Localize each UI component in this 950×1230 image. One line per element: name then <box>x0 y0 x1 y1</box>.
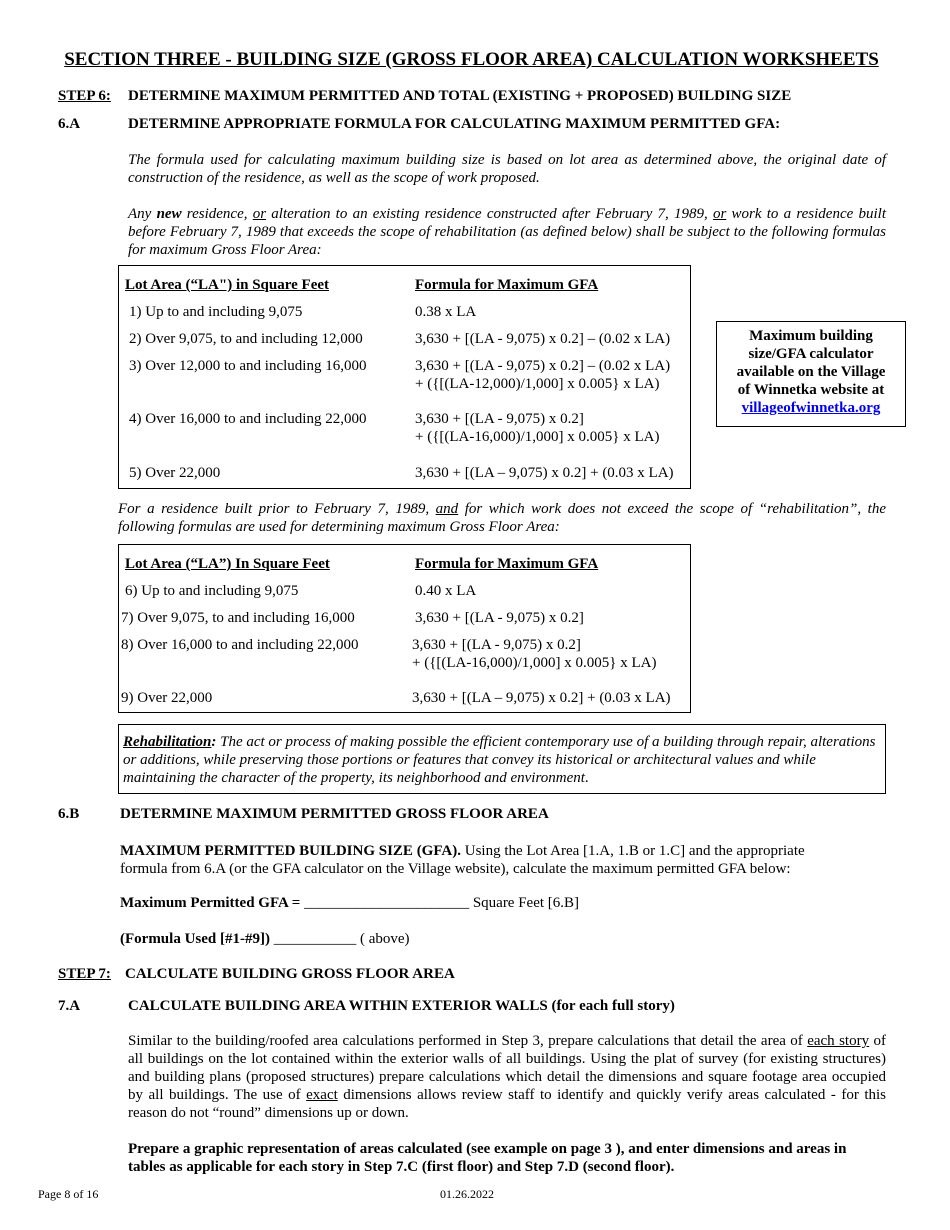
gfa-formula-table-post-1989 <box>118 265 691 489</box>
table2-row-area: 9) Over 22,000 <box>121 690 213 706</box>
pre1989-text-2: for which work does not exceed the scope of “rehabilitation”, the following formulas are used for determining maximum Gross Floor Area: <box>118 501 886 535</box>
scope-new-emphasis: new <box>156 206 182 222</box>
s6b-instructions <box>120 842 840 878</box>
max-gfa-input[interactable]: ______________________ <box>304 895 470 911</box>
table2-row-area: 8) Over 16,000 to and including 22,000 <box>121 637 359 653</box>
step7-label <box>58 966 111 983</box>
s6a-intro-paragraph: The formula used for calculating maximum building size is based on lot area as determined above, the original date of construction of the residence, as well as the scope of work proposed. <box>128 152 886 186</box>
table2-header-formula: Formula for Maximum GFA <box>415 556 599 572</box>
scope-or-2: or <box>712 206 727 222</box>
gfa-calculator-callout <box>716 321 906 427</box>
max-gfa-unit: Square Feet [6.B] <box>469 895 580 911</box>
scope-text-1: Any <box>128 206 157 222</box>
village-website-link[interactable]: villageofwinnetka.org <box>741 400 881 416</box>
rehabilitation-colon: : <box>211 734 217 750</box>
rehabilitation-definition <box>123 733 881 787</box>
pre1989-and-emphasis: and <box>435 501 459 517</box>
table1-header-area: Lot Area (“LA") in Square Feet <box>125 277 330 293</box>
step7-title: CALCULATE BUILDING GROSS FLOOR AREA <box>125 966 455 982</box>
table1-row-formula: 3,630 + [(LA - 9,075) x 0.2] – (0.02 x LA) <box>415 358 671 374</box>
rehabilitation-definition-box <box>118 724 886 794</box>
table1-row-formula-cont: + ({[(LA-12,000)/1,000] x 0.005} x LA) <box>415 376 660 392</box>
callout-line: of Winnetka website at <box>737 382 885 398</box>
rehabilitation-period: . <box>584 770 589 786</box>
table1-row-area: 1) Up to and including 9,075 <box>129 304 303 320</box>
table2-row-formula: 3,630 + [(LA - 9,075) x 0.2] <box>412 637 581 653</box>
s7a-instructions <box>128 1032 886 1122</box>
formula-used-line <box>120 931 410 948</box>
scope-text-2: residence, <box>181 206 253 222</box>
table1-row-formula: 0.38 x LA <box>415 304 477 320</box>
table2-row-formula-cont: + ({[(LA-16,000)/1,000] x 0.005} x LA) <box>412 655 657 671</box>
callout-line: size/GFA calculator <box>748 346 874 362</box>
table2-row-area: 6) Up to and including 9,075 <box>125 583 299 599</box>
table1-row-area: 5) Over 22,000 <box>129 465 221 481</box>
s7a-each-story: each story <box>807 1033 870 1049</box>
page-number: Page 8 of 16 <box>38 1187 99 1201</box>
s7a-text-2: of all buildings on the lot contained within the exterior walls of all buildings. Using the plat of survey (for existing structures) and building plans (proposed structures) prepare calculations which detail the dimensions and square footage area occupied by all buildings. The use of <box>128 1033 886 1103</box>
s6a-title: DETERMINE APPROPRIATE FORMULA FOR CALCULATING MAXIMUM PERMITTED GFA: <box>128 116 781 132</box>
table2-row-formula: 3,630 + [(LA – 9,075) x 0.2] + (0.03 x LA) <box>412 690 671 706</box>
table1-header-formula: Formula for Maximum GFA <box>415 277 599 293</box>
s7a-text-3: dimensions allows review staff to identify and quickly verify areas calculated - for this reason do not “round” dimensions up or down. <box>128 1087 886 1121</box>
scope-text-4: work to a residence built before February 7, 1989 that exceeds the scope of rehabilitation (as defined below) shall be subject to the following formulas for maximum Gross Floor Area: <box>128 206 887 258</box>
pre-1989-paragraph <box>118 500 886 536</box>
section-title: SECTION THREE - BUILDING SIZE (GROSS FLOOR AREA) CALCULATION WORKSHEETS <box>64 49 879 70</box>
table1-row-area: 4) Over 16,000 to and including 22,000 <box>129 411 367 427</box>
revision-date: 01.26.2022 <box>440 1187 494 1201</box>
rehabilitation-text: The act or process of making possible the efficient contemporary use of a building through repair, alterations or additions, while preserving those portions or features that convey its historical or architectural values and while maintaining the character of the property, its neighborhood and environment <box>123 734 876 786</box>
s7a-title: CALCULATE BUILDING AREA WITHIN EXTERIOR WALLS (for each full story) <box>128 998 675 1014</box>
s7a-text-1: Similar to the building/roofed area calculations performed in Step 3, prepare calculations that detail the area of <box>128 1033 808 1049</box>
scope-or-1: or <box>252 206 267 222</box>
table1-row-area: 3) Over 12,000 to and including 16,000 <box>129 358 367 374</box>
s6b-lead: MAXIMUM PERMITTED BUILDING SIZE (GFA). <box>120 843 461 859</box>
callout-line: Maximum building <box>749 328 873 344</box>
step6-label <box>58 88 111 105</box>
table2-row-formula: 0.40 x LA <box>415 583 477 599</box>
table1-row-formula: 3,630 + [(LA – 9,075) x 0.2] + (0.03 x LA) <box>415 465 674 481</box>
s7a-graphic-instructions: Prepare a graphic representation of areas calculated (see example on page 3 ), and enter dimensions and areas in tables as applicable for each story in Step 7.C (first floor) and Step 7.D (second floor). <box>128 1141 847 1175</box>
table1-row-formula: 3,630 + [(LA - 9,075) x 0.2] – (0.02 x LA) <box>415 331 671 347</box>
scope-text-3: alteration to an existing residence constructed after February 7, 1989, <box>266 206 713 222</box>
s6b-title: DETERMINE MAXIMUM PERMITTED GROSS FLOOR AREA <box>120 806 549 822</box>
callout-line: available on the Village <box>736 364 886 380</box>
table1-row-formula-cont: + ({[(LA-16,000)/1,000] x 0.005} x LA) <box>415 429 660 445</box>
max-gfa-label: Maximum Permitted GFA = <box>120 895 305 911</box>
table1-row-formula: 3,630 + [(LA - 9,075) x 0.2] <box>415 411 584 427</box>
table2-row-formula: 3,630 + [(LA - 9,075) x 0.2] <box>415 610 584 626</box>
s7a-number: 7.A <box>58 998 81 1014</box>
s6b-number: 6.B <box>58 806 80 822</box>
formula-used-suffix: ( above) <box>356 931 410 947</box>
pre1989-text-1: For a residence built prior to February 7, 1989, <box>118 501 436 517</box>
s7a-exact: exact <box>306 1087 338 1103</box>
rehabilitation-term: Rehabilitation <box>123 734 212 750</box>
gfa-formula-table-pre-1989 <box>118 544 691 713</box>
step6-title: DETERMINE MAXIMUM PERMITTED AND TOTAL (EXISTING + PROPOSED) BUILDING SIZE <box>128 88 792 104</box>
step7-label-text: STEP 7: <box>58 966 111 982</box>
s6a-number: 6.A <box>58 116 81 132</box>
s6a-scope-paragraph <box>128 205 886 259</box>
formula-used-label: (Formula Used [#1-#9]) <box>120 931 270 947</box>
table1-row-area: 2) Over 9,075, to and including 12,000 <box>129 331 363 347</box>
s6b-text: Using the Lot Area [1.A, 1.B or 1.C] and the appropriate formula from 6.A (or the GFA calculator on the Village website), calculate the maximum permitted GFA below: <box>120 843 805 877</box>
table2-header-area: Lot Area (“LA”) In Square Feet <box>125 556 330 572</box>
step6-label-text: STEP 6: <box>58 88 111 104</box>
table2-row-area: 7) Over 9,075, to and including 16,000 <box>121 610 355 626</box>
max-gfa-line <box>120 895 579 912</box>
formula-used-input[interactable]: ___________ <box>269 931 357 947</box>
